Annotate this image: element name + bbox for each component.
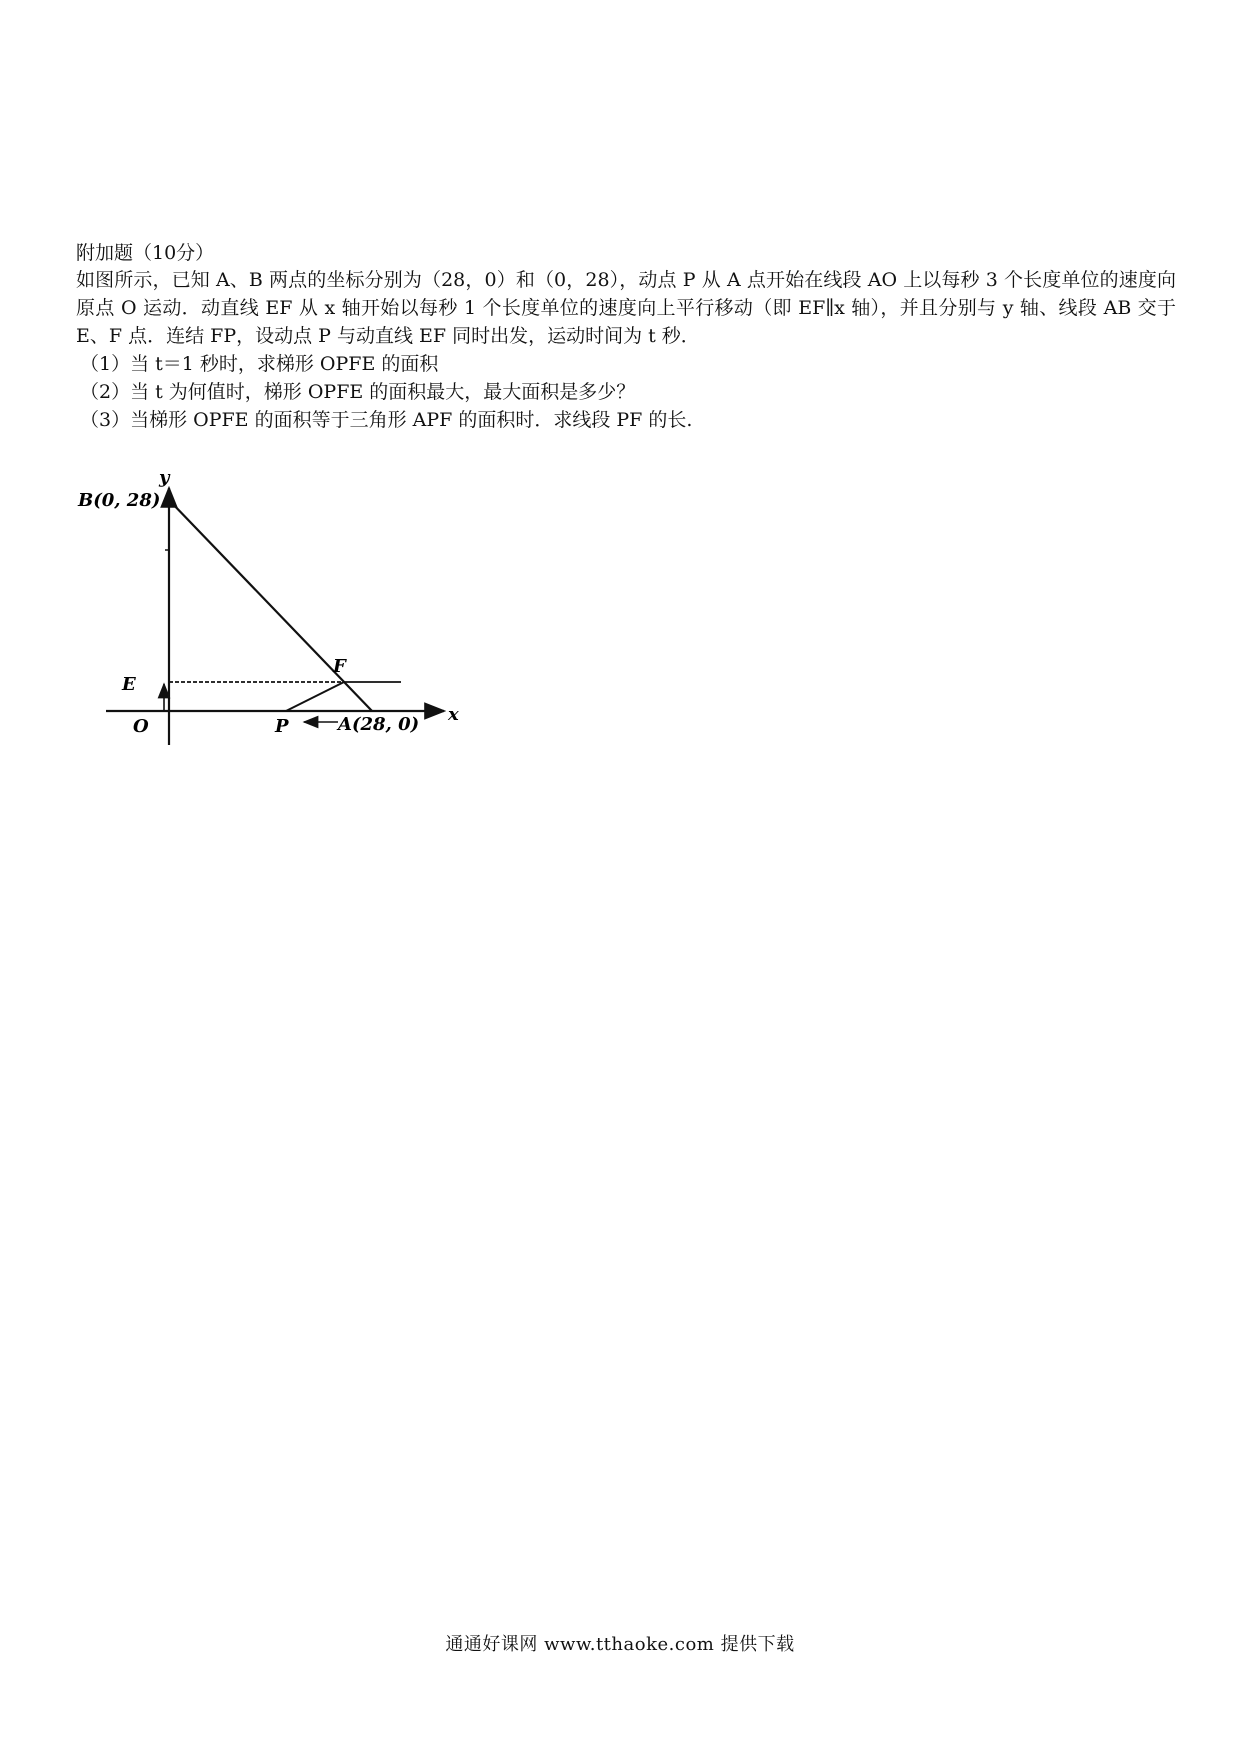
label-f: F xyxy=(333,656,346,677)
geometry-figure xyxy=(76,470,476,760)
question-1: （1）当 t＝1 秒时，求梯形 OPFE 的面积 xyxy=(80,353,439,375)
problem-body: 如图所示，已知 A、B 两点的坐标分别为（28，0）和（0，28），动点 P 从 A 点开始在线段 AO 上以每秒 3 个长度单位的速度向原点 O 运动．动直线 EF 从 x 轴开始以每秒 1 个长度单位的速度向上平行移动（即 EF∥x 轴），并且分别与 y 轴、线段 AB 交于 E、F 点．连结 FP，设动点 P 与动直线 EF 同时出发，运动时间为 t 秒． xyxy=(76,269,1176,347)
question-2: （2）当 t 为何值时，梯形 OPFE 的面积最大，最大面积是多少？ xyxy=(80,381,636,403)
page-footer: 通通好课网 www.tthaoke.com 提供下载 xyxy=(445,1634,795,1655)
question-3: （3）当梯形 OPFE 的面积等于三角形 APF 的面积时．求线段 PF 的长. xyxy=(80,409,693,431)
label-p: P xyxy=(275,716,289,737)
segment-pf xyxy=(286,682,344,711)
label-b: B(0, 28) xyxy=(78,490,161,511)
label-e: E xyxy=(122,674,136,695)
label-y: y xyxy=(159,470,170,488)
segment-ab xyxy=(169,500,372,711)
label-x: x xyxy=(448,704,459,725)
problem-statement xyxy=(76,266,1176,434)
label-a: A(28, 0) xyxy=(338,714,420,735)
label-o: O xyxy=(133,716,149,737)
problem-heading: 附加题（10分） xyxy=(76,242,215,264)
